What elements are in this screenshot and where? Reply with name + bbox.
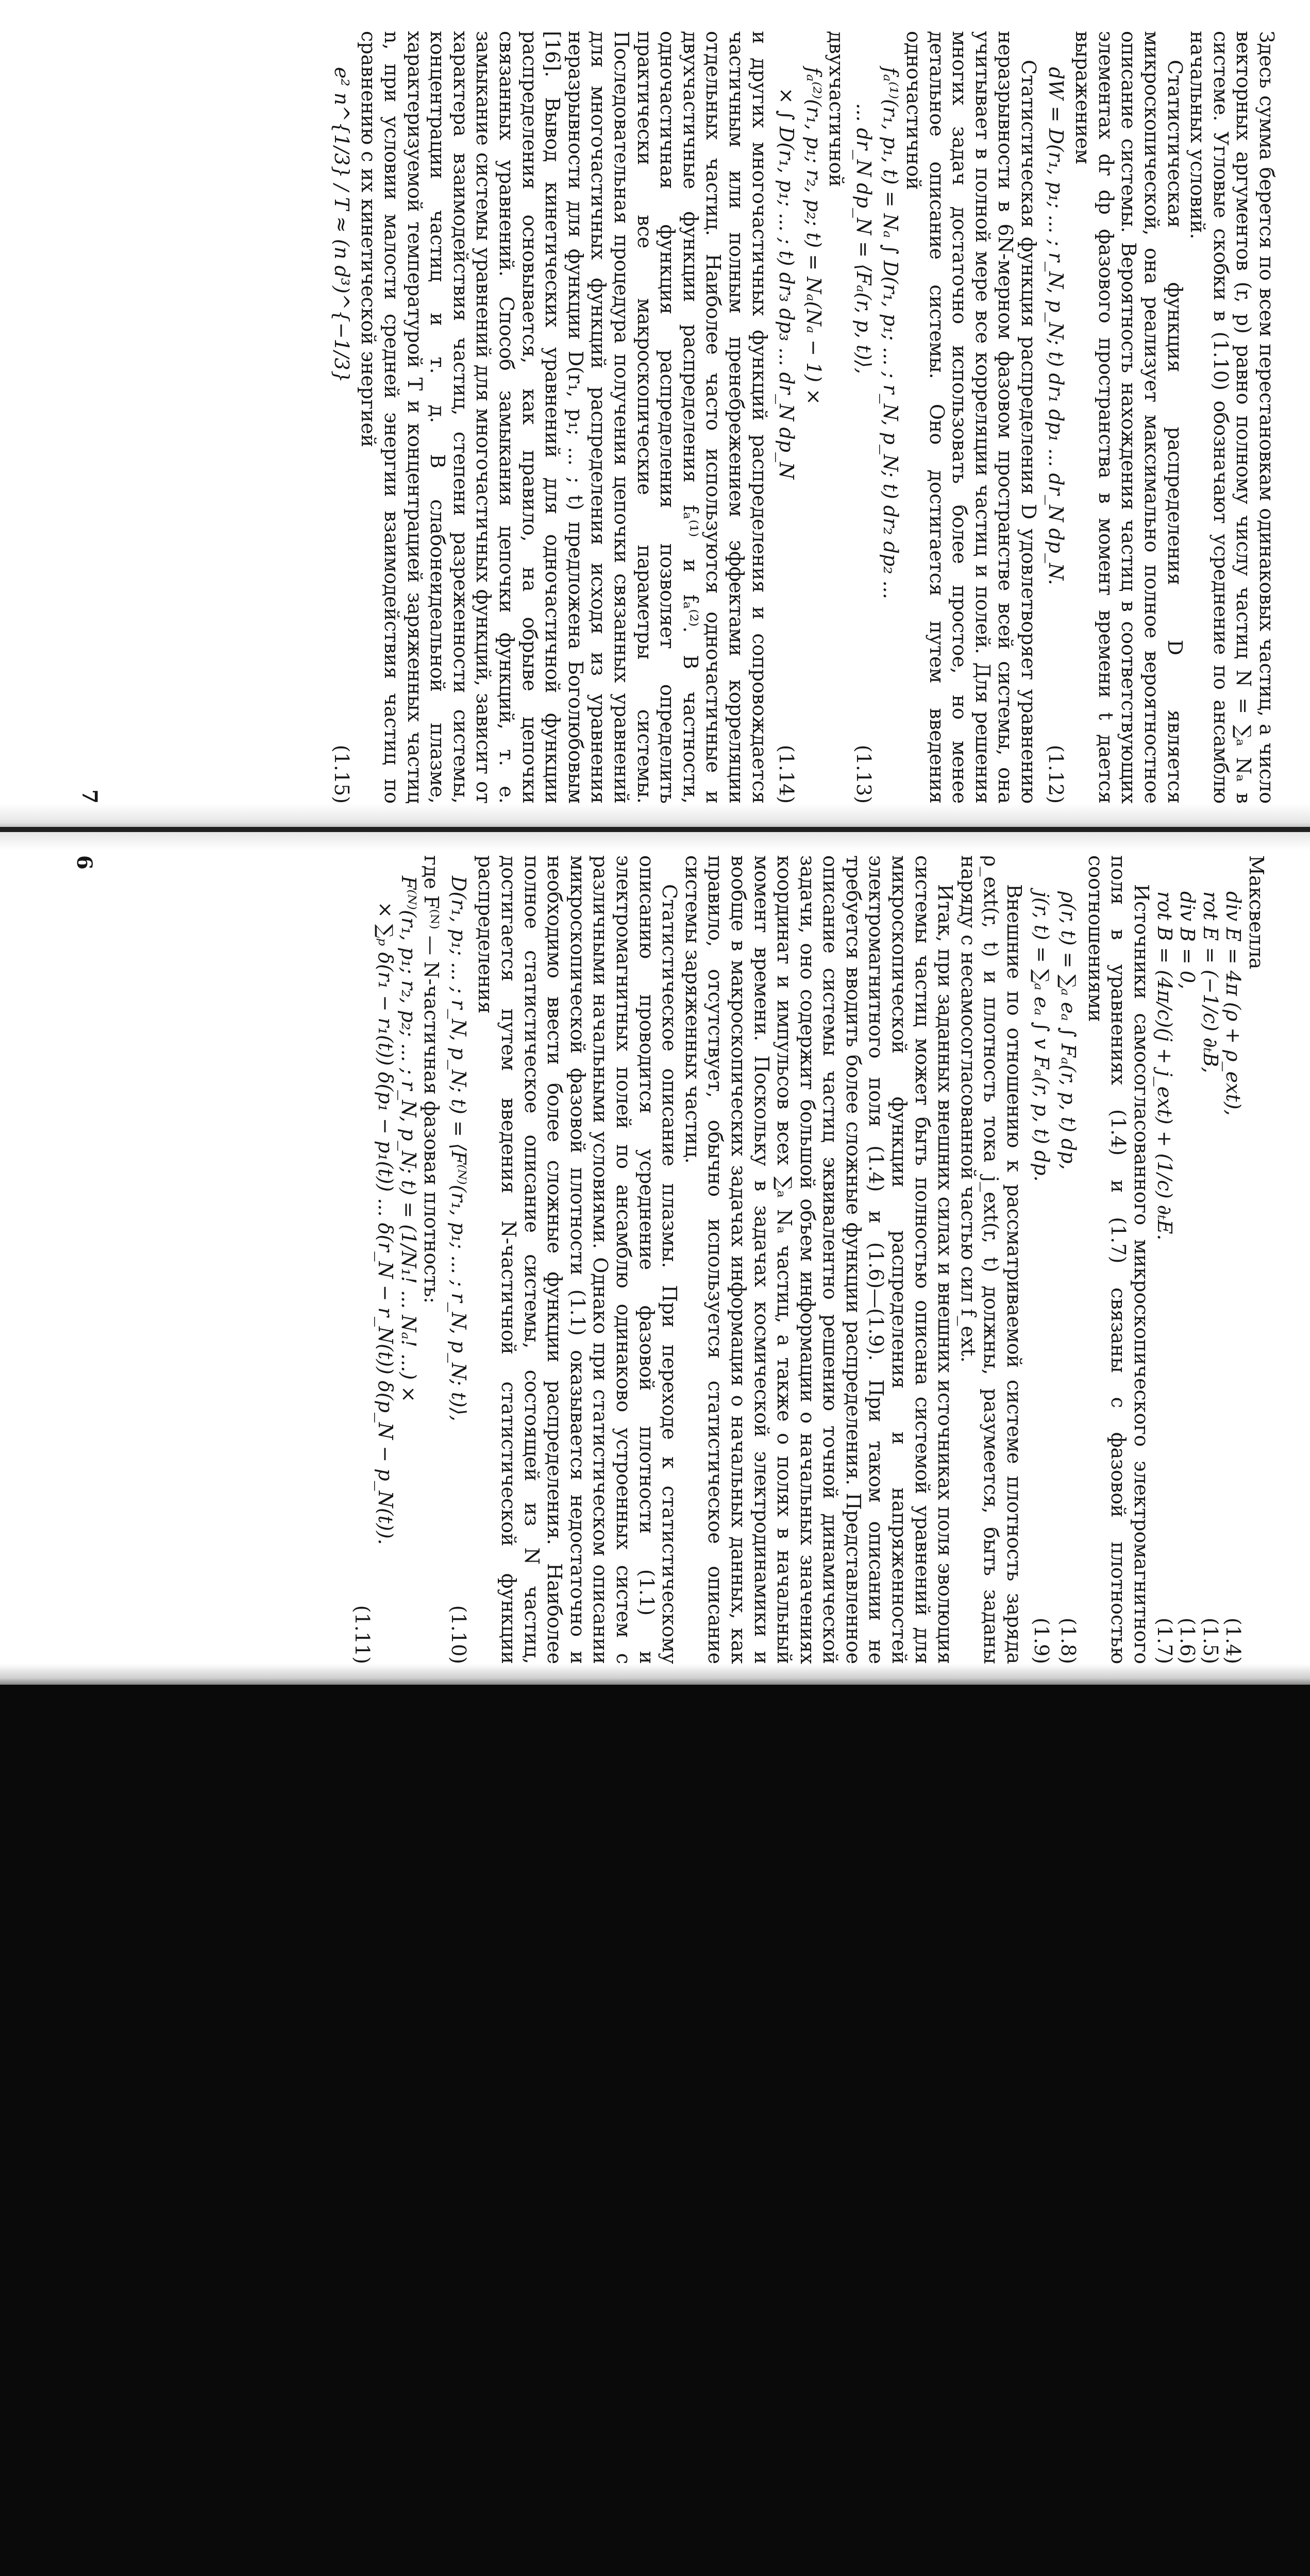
book-binding (0, 827, 1310, 832)
equation-1-13-line-2 (852, 31, 875, 804)
equation-1-13-line-1 (879, 31, 902, 804)
equation-number: (1.4) (1222, 1617, 1245, 1664)
equation-1-4 (1222, 855, 1245, 1664)
paragraph: и других многочастичных функций распределения и сопровождается частичным или полным пренебрежением эффектами корреляции отдельных частиц. Наиболее часто используются одночастичные и двухчастичные функции распределения fₐ⁽¹⁾ и fₐ⁽²⁾. В частности, одночастичная функция распределения позволяет определить практически все макроскопические параметры системы. Последовательная процедура получения цепочки связанных уравнений для многочастичных функций распределения исходя из уравнения неразрывности для функции D(r₁, p₁; ... ; t) предложена Боголюбовым [16]. Вывод кинетических уравнений для одночастичной функции распределения основывается, как правило, на обрыве цепочки связанных уравнений. Способ замыкания цепочки функций, т. е. замыкание системы уравнений для многочастичных функций, зависит от характера взаимодействия частиц, степени разреженности системы, концентрации частиц и т. д. В слабонеидеальной плазме, характеризуемой температурой T и концентрацией заряженных частиц n, при условии малости средней энергии взаимодействия частиц по сравнению с их кинетической энергией (357, 31, 771, 804)
scanner-background (0, 1685, 1310, 2576)
equation-1-12 (1044, 31, 1067, 804)
equation-body: div B = 0, (1176, 891, 1199, 990)
equation-number: (1.7) (1153, 1617, 1176, 1664)
equation-body: fₐ⁽¹⁾(r₁, p₁, t) = Nₐ ∫ D(r₁, p₁; ... ; r_N, p_N; t) dr₂ dp₂ ... (879, 67, 902, 599)
paragraph: Источники самосогласованного микроскопического электромагнитного поля в уравнениях (1.4) и (1.7) связаны с фазовой плотностью соотношениями (1084, 855, 1153, 1664)
equation-body: j(r, t) = ∑ₐ eₐ ∫ v Fₐ(r, p, t) dp. (1030, 891, 1053, 1182)
equation-number: (1.14) (775, 744, 798, 804)
paragraph: где F⁽ᴺ⁾ — N-частичная фазовая плотность: (420, 855, 443, 1304)
equation-1-15 (330, 31, 353, 804)
equation-body: e² n^{1/3} / T ≈ (n d³)^{−1/3} (330, 67, 353, 383)
page-number: 6 (72, 855, 96, 870)
equation-number: (1.9) (1030, 1617, 1053, 1664)
paragraph: Статистическое описание плазмы. При переходе к статистическому описанию проводится усреднение фазовой плотности (1.1) и электромагнитных полей по ансамблю одинаково устроенных систем с различными начальными условиями. Однако при статистическом описании микроскопической фазовой плотности (1.1) оказывается недостаточно и необходимо ввести более сложные функции распределения. Наиболее полное статистическое описание системы, состоящей из N частиц, достигается путем введения N-частичной статистической функции распределения (474, 855, 681, 1664)
paragraph: Итак, при заданных внешних силах и внешних источниках поля эволюция системы частиц может быть полностью описана системой уравнений для микроскопической функции распределения и напряженностей электромагнитного поля (1.4) и (1.6)—(1.9). При таком описании не требуется вводить более сложные функции распределения. Представленное описание системы частиц эквивалентно решению точной динамической задачи, оно содержит большой объем информации о начальных значениях координат и импульсов всех ∑ₐ Nₐ частиц, а также о полях в начальный момент времени. Поскольку в задачах космической электродинамики и вообще в макроскопических задачах информация о начальных данных, как правило, отсутствует, обычно используется статистическое описание системы заряженных частиц. (681, 855, 957, 1664)
equation-body: × ∫ D(r₁, p₁; ... ; t) dr₃ dp₃ ... dr_N dp_N (775, 88, 798, 480)
equation-number: (1.13) (852, 744, 875, 804)
equation-1-14-line-2 (775, 31, 798, 804)
paragraph: Внешние по отношению к рассматриваемой системе плотность заряда ρ_ext(r, t) и плотность тока j_ext(r, t) должны, разумеется, быть заданы наряду с несамосогласованной частью сил f_ext. (956, 855, 1026, 1664)
page-6 (67, 855, 1268, 1664)
equation-body: D(r₁, p₁; ... ; r_N, p_N; t) = ⟨F⁽ᴺ⁾(r₁, p₁; ... ; r_N, p_N; t)⟩, (447, 876, 470, 1421)
equation-1-11-line-2 (374, 855, 397, 1664)
paragraph: Статистическая функция распределения D удовлетворяет уравнению неразрывности в 6N-мерном фазовом пространстве всей системы, она учитывает в полной мере все корреляции частиц и полей. Для решения многих задач достаточно использовать более простое, но менее детальное описание системы. Оно достигается путем введения одночастичной (902, 31, 1040, 804)
equation-1-9 (1030, 855, 1053, 1664)
equation-body: × ∑ₚ δ(r₁ − r₁(t)) δ(p₁ − p₁(t)) ... δ(r_N − r_N(t)) δ(p_N − p_N(t)). (374, 902, 397, 1545)
page-number: 7 (77, 789, 102, 804)
equation-number: (1.11) (351, 1605, 374, 1664)
equation-body: div E = 4π (ρ + ρ_ext), (1222, 891, 1245, 1116)
equation-1-8 (1057, 855, 1080, 1664)
equation-1-5 (1199, 855, 1222, 1664)
equation-body: fₐ⁽²⁾(r₁, p₁; r₂, p₂; t) = Nₐ(Nₐ − 1) × (802, 67, 825, 405)
paragraph: Здесь сумма берется по всем перестановкам одинаковых частиц, а число векторных аргументов (r, p) равно полному числу частиц N = ∑ₐ Nₐ в системе. Угловые скобки в (1.10) обозначают усреднение по ансамблю начальных условий. (1186, 31, 1278, 804)
equation-body: rot E = (−1/c) ∂ₜB, (1199, 891, 1222, 1073)
equation-1-14-line-1 (802, 31, 825, 804)
equation-number: (1.12) (1044, 744, 1067, 804)
equation-body: rot B = (4π/c)(j + j_ext) + (1/c) ∂ₜE. (1153, 891, 1176, 1241)
equation-1-10 (447, 855, 470, 1664)
equation-1-11-number-row (351, 855, 374, 1664)
equation-number: (1.8) (1057, 1617, 1080, 1664)
equation-1-6 (1176, 855, 1199, 1664)
equation-number: (1.6) (1176, 1617, 1199, 1664)
equation-number: (1.15) (330, 744, 353, 804)
equation-body: dW = D(r₁, p₁; ... ; r_N, p_N; t) dr₁ dp₁ ... dr_N dp_N. (1044, 67, 1067, 585)
equation-body: ... dr_N dp_N = ⟨Fₐ(r, p, t)⟩, (852, 103, 875, 374)
equation-number: (1.5) (1199, 1617, 1222, 1664)
equation-body: ρ(r, t) = ∑ₐ eₐ ∫ Fₐ(r, p, t) dp, (1057, 891, 1080, 1170)
equation-1-7 (1153, 855, 1176, 1664)
paragraph-lead: Максвелла (1245, 855, 1268, 970)
page-7 (72, 31, 1278, 804)
equation-1-11-line-1 (397, 855, 420, 1664)
equation-number: (1.10) (447, 1605, 470, 1664)
equation-body: F⁽ᴺ⁾(r₁, p₁; r₂, p₂; ... ; r_N, p_N; t) = (1/N₁! ... Nₐ! ...) × (397, 876, 420, 1403)
equation-label: двухчастичной (825, 31, 848, 187)
paragraph: Статистическая функция распределения D является микроскопической, она реализует максимально полное вероятностное описание системы. Вероятность нахождения частиц в соответствующих элементах dr dp фазового пространства в момент времени t дается выражением (1071, 31, 1186, 804)
